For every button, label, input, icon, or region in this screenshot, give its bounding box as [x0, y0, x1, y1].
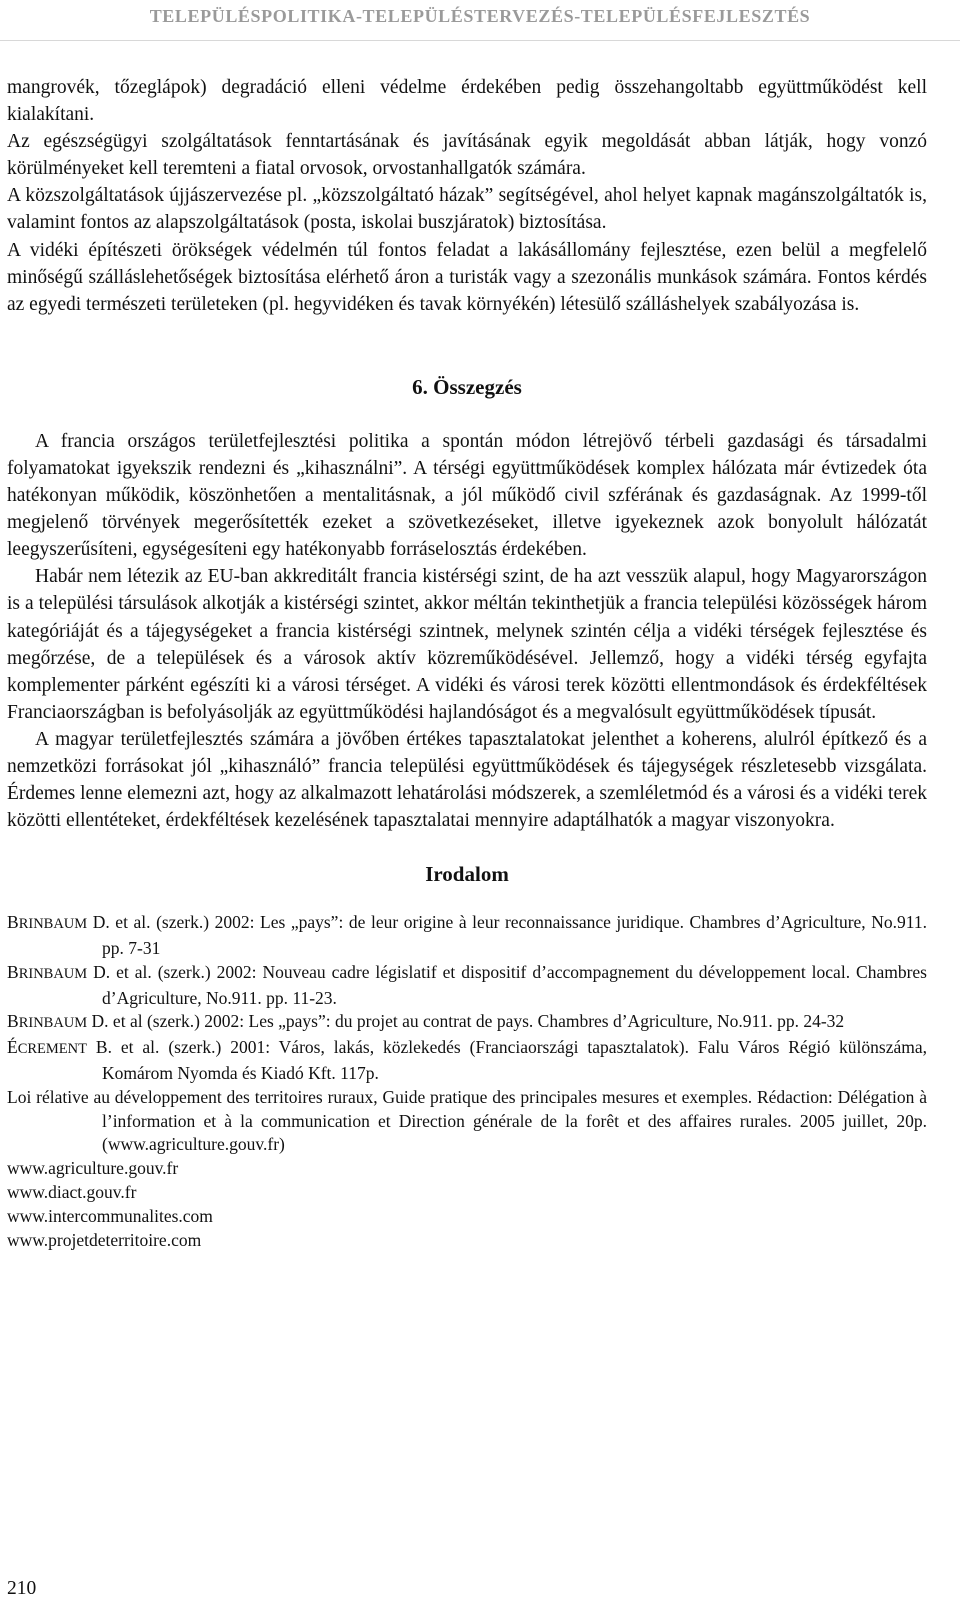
page-number: 210	[7, 1578, 37, 1599]
paragraph-continuation: mangrovék, tőzeglápok) degradáció elleni védelme érdekében pedig összehangoltabb együttműködést kell kialakítani.	[7, 77, 927, 126]
reference-text: B. et al. (szerk.) 2001: Város, lakás, közlekedés (Franciaországi tapasztalatok). Falu Város Régió különszáma, Komárom Nyomda és Kiadó Kft. 117p.	[86, 1037, 927, 1084]
reference-list	[7, 911, 927, 1252]
reference-item	[7, 961, 927, 1011]
reference-text: D. et al. (szerk.) 2002: Nouveau cadre législatif et dispositif d’accompagnement du développement local. Chambres d’Agriculture, No.911. pp. 11-23.	[87, 961, 927, 1008]
reference-text: D. et al (szerk.) 2002: Les „pays”: du projet au contrat de pays. Chambres d’Agriculture, No.911. pp. 24-32	[87, 1011, 845, 1032]
summary-paragraph-3: A magyar területfejlesztés számára a jövőben értékes tapasztalatokat jelenthet a koherens, alulról építkező és a nemzetközi forrásokat jól „kihasználó” francia települési együttműködések és tájegységek részletesebb vizsgálata. Érdemes lenne elemezni azt, hogy az alkalmazott lehatárolási módszerek, a szemléletmód és a városi és a vidéki terek közötti ellentéteket, érdekféltések kezelésének tapasztalatai mennyire adaptálhatók a magyar viszonyokra.	[7, 728, 927, 832]
reference-item-loi: Loi rélative au développement des territoires ruraux, Guide pratique des principales mesures et exemples. Rédaction: Délégation à l’information et à la communication et Direction générale de la forêt et des affaires rurales. 2005 juillet, 20p. (www.agriculture.gouv.fr)	[7, 1086, 927, 1155]
reference-author-initial: B	[7, 961, 19, 982]
paragraph-public-services: A közszolgáltatások újjászervezése pl. „közszolgáltató házak” segítségével, ahol helyet kapnak magánszolgáltatók is, valamint fontos az alapszolgáltatások (posta, iskolai buszjáratok) biztosítása.	[7, 185, 927, 234]
reference-author-smallcaps: RINBAUM	[18, 965, 88, 982]
reference-item	[7, 911, 927, 961]
reference-item	[7, 1010, 927, 1036]
paragraph-heritage-housing: A vidéki építészeti örökségek védelmén túl fontos feladat a lakásállomány fejlesztése, ezen belül a megfelelő minőségű szálláslehetőségek biztosítása elérhető áron a turisták vagy a szezonális munkások számára. Fontos kérdés az egyedi természeti területeken (pl. hegyvidéken és tavak környékén) létesülő szálláshelyek szabályozása is.	[7, 239, 927, 315]
reference-author-initial: É	[7, 1037, 18, 1058]
reference-url: www.projetdeterritoire.com	[7, 1229, 202, 1250]
references-title: Irodalom	[425, 862, 509, 887]
reference-text: D. et al. (szerk.) 2002: Les „pays”: de leur origine à leur reconnaissance juridique. Chambres d’Agriculture, No.911. pp. 7-31	[87, 912, 927, 959]
reference-author-initial: B	[7, 912, 19, 933]
running-header: TELEPÜLÉSPOLITIKA-TELEPÜLÉSTERVEZÉS-TELEPÜLÉSFEJLESZTÉS	[149, 6, 811, 26]
reference-url: www.agriculture.gouv.fr	[7, 1158, 179, 1179]
summary-paragraph-2: Habár nem létezik az EU-ban akkreditált francia kistérségi szint, de ha azt vesszük alapul, hogy Magyarországon is a települési társulások alkotják a kistérségi szintet, akkor méltán tekinthetjük a francia települési közösségek három kategóriáját és a tájegységeket a francia kistérségi szintnek, melynek szintén célja a vidéki térségek fejlesztése és megőrzése, de a települések és a városok aktív közreműködésével. Jellemző, hogy a vidéki térség egyfajta komplementer párként egészíti ki a városi térséget. A vidéki és városi terek közötti ellentmondások és érdekféltések Franciaországban is befolyásolják az együttműködési hajlandóságot és a megvalósult együttműködések típusát.	[7, 566, 927, 723]
header-divider	[0, 40, 960, 41]
reference-url: www.intercommunalites.com	[7, 1205, 213, 1226]
section-title: 6. Összegzés	[412, 374, 522, 399]
reference-author-smallcaps: RINBAUM	[18, 916, 88, 933]
paragraph-health-services: Az egészségügyi szolgáltatások fenntartásának és javításának egyik megoldását abban látják, hogy vonzó körülményeket kell teremteni a fiatal orvosok, orvostanhallgatók számára.	[7, 131, 927, 180]
reference-item	[7, 1036, 927, 1086]
reference-url: www.diact.gouv.fr	[7, 1182, 137, 1203]
reference-author-smallcaps: CREMENT	[17, 1041, 87, 1058]
summary-paragraph-1: A francia országos területfejlesztési politika a spontán módon létrejövő térbeli gazdasági és társadalmi folyamatokat igyekszik rendezni és „kihasználni”. A térségi együttműködések komplex hálózata már évtizedek óta hatékonyan működik, köszönhetően a mentalitásnak, a jól működő civil szférának és gazdaságnak. Az 1999-től megjelenő törvények megerősítették ezeket a szövetkezéseket, illetve igyekeznek azok bonyolult hálózatát leegyszerűsíteni, egységesíteni egy hatékonyabb forráselosztás érdekében.	[7, 430, 927, 561]
main-content	[7, 74, 927, 1252]
reference-author-initial: B	[7, 1011, 19, 1032]
reference-author-smallcaps: RINBAUM	[18, 1015, 88, 1032]
